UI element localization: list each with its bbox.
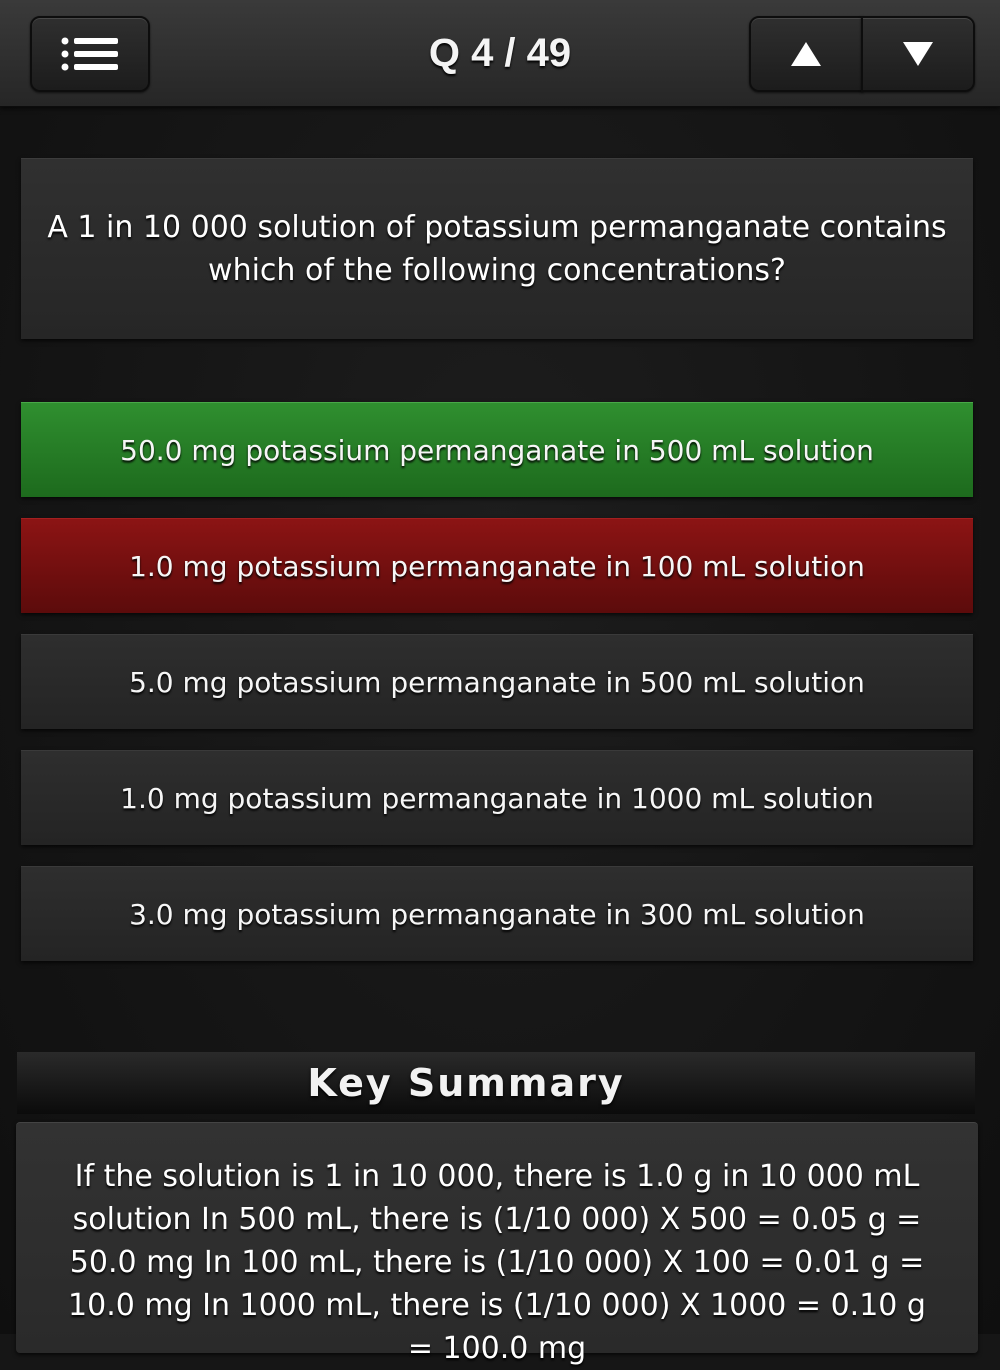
question-card: [21, 158, 973, 339]
key-summary-title: Key Summary: [307, 1061, 625, 1105]
menu-button[interactable]: [30, 16, 150, 92]
answer-label: 1.0 mg potassium permanganate in 1000 mL solution: [120, 781, 874, 815]
triangle-up-icon: [789, 40, 823, 68]
question-counter: Q 4 / 49: [428, 31, 572, 75]
question-navigation: [749, 16, 971, 88]
answer-option[interactable]: [21, 634, 973, 729]
triangle-down-icon: [901, 40, 935, 68]
next-question-button[interactable]: [861, 16, 975, 92]
answer-option[interactable]: [21, 750, 973, 845]
answer-option[interactable]: [21, 866, 973, 961]
question-text: A 1 in 10 000 solution of potassium permanganate contains which of the following concentrations?: [47, 210, 947, 288]
answer-option-wrong[interactable]: [21, 518, 973, 613]
answer-label: 3.0 mg potassium permanganate in 300 mL solution: [129, 897, 865, 931]
previous-question-button[interactable]: [749, 16, 863, 92]
answer-label: 50.0 mg potassium permanganate in 500 mL solution: [120, 433, 874, 467]
answer-label: 1.0 mg potassium permanganate in 100 mL solution: [129, 549, 865, 583]
list-menu-icon: [60, 37, 120, 71]
answer-label: 5.0 mg potassium permanganate in 500 mL solution: [129, 665, 865, 699]
key-summary-header: [17, 1052, 975, 1114]
key-summary-card: [16, 1122, 978, 1366]
top-bar: [0, 0, 1000, 107]
key-summary-text: If the solution is 1 in 10 000, there is 1.0 g in 10 000 mL solution In 500 mL, there is (1/10 000) X 500 = 0.05 g = 50.0 mg In 100 mL, there is (1/10 000) X 100 = 0.01 g = 10.0 mg In 1000 mL, there is (1/10 000) X 1000 = 0.10 g = 100.0 mg: [68, 1159, 926, 1366]
answer-option-correct[interactable]: [21, 402, 973, 497]
